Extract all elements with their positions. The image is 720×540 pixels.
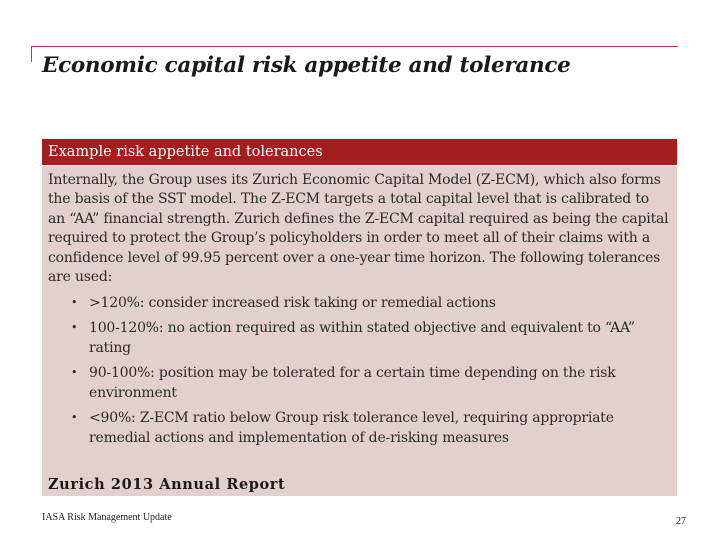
source-citation: Zurich 2013 Annual Report xyxy=(48,476,286,493)
box-body xyxy=(42,166,677,496)
page-number: 27 xyxy=(676,516,686,527)
bullet-icon: • xyxy=(71,411,78,425)
title-rule-horizontal xyxy=(31,46,678,47)
tolerance-list xyxy=(48,293,669,448)
footer-label: IASA Risk Management Update xyxy=(42,512,172,523)
tolerance-text: >120%: consider increased risk taking or remedial actions xyxy=(89,295,496,312)
bullet-icon: • xyxy=(71,296,78,310)
bullet-icon: • xyxy=(71,321,78,335)
tolerance-item xyxy=(48,363,669,403)
tolerance-text: 100-120%: no action required as within stated objective and equivalent to “AA” rating xyxy=(89,320,635,357)
tolerance-text: 90-100%: position may be tolerated for a certain time depending on the risk environment xyxy=(89,365,616,402)
box-header: Example risk appetite and tolerances xyxy=(42,139,677,165)
bullet-icon: • xyxy=(71,366,78,380)
slide-title: Economic capital risk appetite and tolerance xyxy=(42,53,571,78)
intro-paragraph: Internally, the Group uses its Zurich Economic Capital Model (Z-ECM), which also forms the basis of the SST model. The Z-ECM targets a total capital level that is calibrated to an “AA” financial strength. Zurich defines the Z-ECM capital required as being the capital required to protect the Group’s policyholders in order to meet all of their claims with a confidence level of 99.95 percent over a one-year time horizon. The following tolerances are used: xyxy=(48,172,669,286)
tolerance-text: <90%: Z-ECM ratio below Group risk tolerance level, requiring appropriate remedial actions and implementation of de-risking measures xyxy=(89,410,614,447)
tolerance-item xyxy=(48,408,669,448)
tolerance-item xyxy=(48,293,669,313)
title-rule-vertical xyxy=(31,46,32,62)
tolerance-item xyxy=(48,318,669,358)
